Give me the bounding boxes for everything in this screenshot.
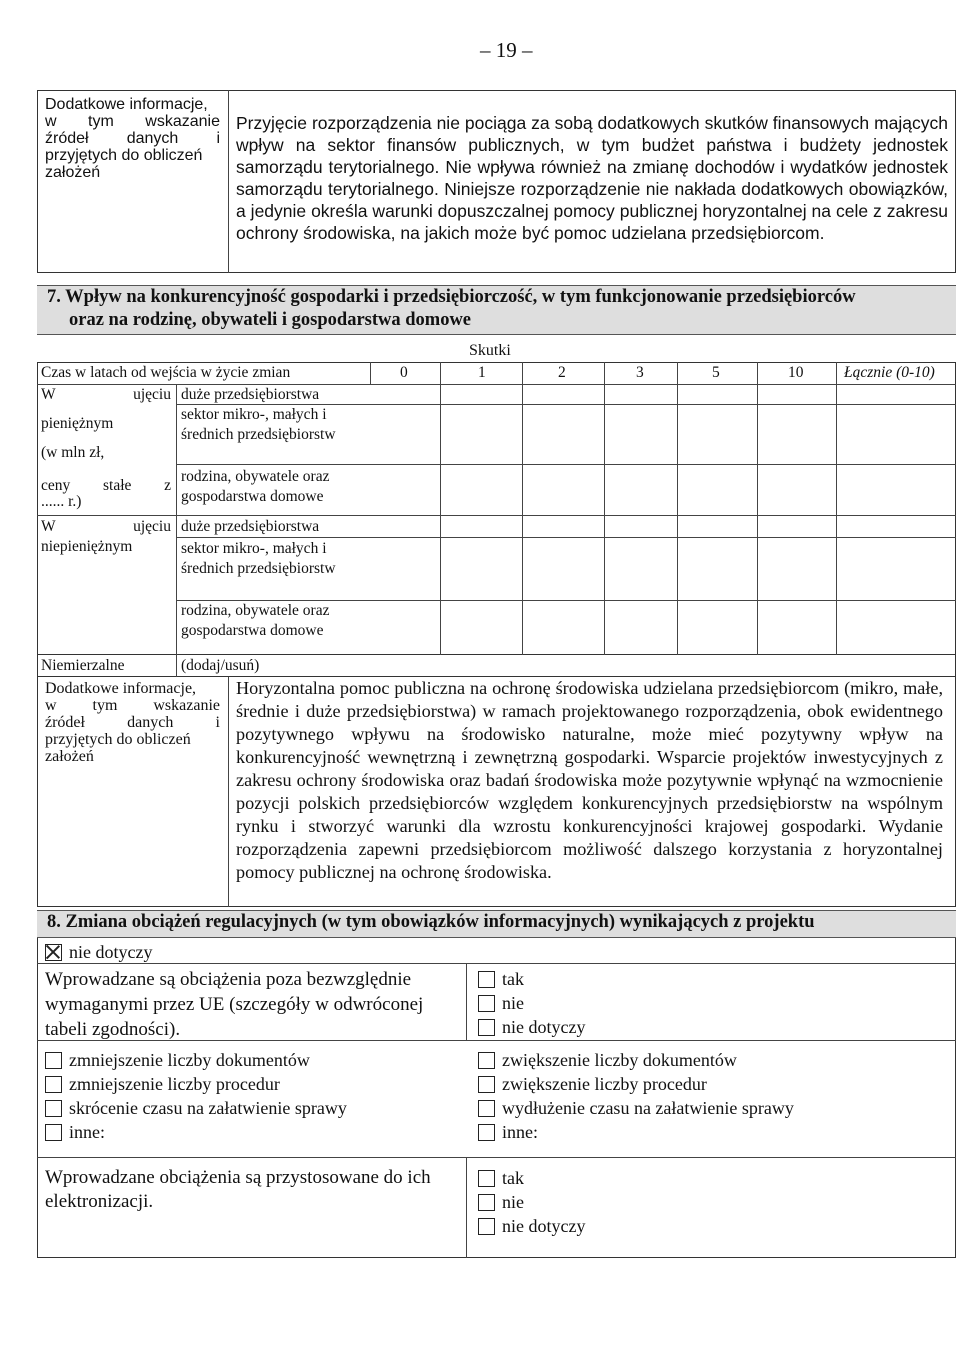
option-label: nie [502,1192,524,1212]
unmeasurable-row [37,655,956,677]
option-label: nie dotyczy [502,1216,586,1236]
checkbox-icon[interactable] [478,1076,495,1093]
divider [228,677,229,907]
impact-table [37,362,956,655]
eu-option-no[interactable] [478,991,524,1015]
checkbox-icon[interactable] [478,1170,495,1187]
divider [440,362,441,655]
divider [176,384,177,655]
nonmonetary-row-households: rodzina, obywatele oraz gospodarstwa domowe [181,602,330,639]
option-label: zmniejszenie liczby procedur [69,1074,280,1094]
divider [176,464,956,465]
label-line: ...... r.) [41,493,82,510]
monetary-row-large: duże przedsiębiorstwa [181,386,320,403]
option-label: nie [502,993,524,1013]
option-label: inne: [69,1122,105,1142]
monetary-label [41,385,171,512]
divider [176,537,956,538]
section7-heading [37,285,956,335]
option-label: nie dotyczy [502,1017,586,1037]
section7-info-text: Horyzontalna pomoc publiczna na ochronę środowiska udzielana przedsiębiorcom (mikro, małe, średnie i duże przedsiębiorstwa) w ramach projektowanego rozporządzenia, obok ewidentnego pozytywnego wpływu na środowisko naturalne, może mieć pozytywny wpływ na konkurencyjność wewnętrzną i zewnętrzną gospodarki. Wsparcie projektów inwestycyjnych z zakresu ochrony środowiska oraz badań środowiska może pozytywnie wpłynąć na wzmocnienie pozycji polskich przedsiębiorców względem konkurencyjnych przedsiębiorstw na wspólnym rynku i stworzyć warunki dla wzrostu konkurencyjności krajowej gospodarki. Wydanie rozporządzenia zapewni przedsiębiorcom możliwość dalszego korzystania z horyzontalnej pomocy publicznej na ochronę środowiska. [236,678,943,882]
checkbox-icon[interactable] [478,1194,495,1211]
year-10: 10 [788,364,804,381]
left-option-procedures[interactable] [45,1072,280,1096]
checkbox-icon[interactable] [45,1052,62,1069]
divider [522,362,523,655]
checked-checkbox-icon[interactable] [45,944,62,961]
option-label: zwiększenie liczby dokumentów [502,1050,737,1070]
year-0: 0 [400,364,408,381]
year-1: 1 [478,364,486,381]
skutki-header: Skutki [469,342,511,359]
left-option-time[interactable] [45,1096,347,1120]
label-line: W ujęciu [41,386,171,403]
label-line: pieniężnym [41,415,114,432]
checkbox-icon[interactable] [478,1218,495,1235]
option-label: tak [502,1168,524,1188]
option-label: nie dotyczy [69,942,153,962]
unmeasurable-label: Niemierzalne [41,657,125,674]
divider [370,362,371,384]
label-line: Dodatkowe informacje, [45,680,197,697]
section8-heading [37,910,956,938]
divider [176,655,177,677]
section7-heading-line: 7. Wpływ na konkurencyjność gospodarki i przedsiębiorczość, w tym funkcjonowanie przedsiębiorców [47,287,856,307]
divider [677,362,678,655]
checkbox-icon[interactable] [478,995,495,1012]
checkbox-icon[interactable] [478,971,495,988]
year-3: 3 [636,364,644,381]
right-option-documents[interactable] [478,1048,737,1072]
checkbox-icon[interactable] [45,1100,62,1117]
label-line: W ujęciu [41,518,171,535]
section7-heading-line: oraz na rodzinę, obywateli i gospodarstwa domowe [69,310,472,330]
checkbox-icon[interactable] [45,1076,62,1093]
section8-heading-text: 8. Zmiana obciążeń regulacyjnych (w tym obowiązków informacyjnych) wynikających z projektu [47,912,815,932]
option-label: inne: [502,1122,538,1142]
checkbox-icon[interactable] [478,1124,495,1141]
divider [604,362,605,655]
label-line: źródeł danych i [45,130,220,147]
digital-option-na[interactable] [478,1214,585,1238]
label-line: w tym wskazanie [45,113,220,130]
divider [37,515,956,516]
not-applicable-option[interactable] [45,940,152,964]
label-line: niepieniężnym [41,538,133,555]
section6-info-label [45,96,220,181]
divider [757,362,758,655]
checkbox-icon[interactable] [478,1100,495,1117]
year-5: 5 [712,364,720,381]
divider [37,963,956,964]
label-line: przyjętych do obliczeń [45,147,203,164]
divider [37,384,956,385]
year-2: 2 [558,364,566,381]
nonmonetary-label [41,517,171,557]
eu-question: Wprowadzane są obciążenia poza bezwzględnie wymaganymi przez UE (szczegóły w odwróconej tabeli zgodności). [45,969,424,1040]
option-label: zmniejszenie liczby dokumentów [69,1050,310,1070]
left-option-other[interactable] [45,1120,105,1144]
divider [228,90,229,273]
label-line: ceny stałe z [41,477,171,494]
time-label: Czas w latach od wejścia w życie zmian [41,364,291,381]
digital-question: Wprowadzane obciążenia są przystosowane do ich elektronizacji. [45,1167,431,1212]
label-line: Dodatkowe informacje, [45,96,208,113]
option-label: zwiększenie liczby procedur [502,1074,707,1094]
nonmonetary-row-sme: sektor mikro-, małych i średnich przedsiębiorstw [181,540,336,577]
label-line: źródeł danych i [45,714,220,731]
monetary-row-sme: sektor mikro-, małych i średnich przedsiębiorstw [181,406,336,443]
checkbox-icon[interactable] [478,1019,495,1036]
eu-option-na[interactable] [478,1015,585,1039]
section6-info-text: Przyjęcie rozporządzenia nie pociąga za sobą dodatkowych skutków finansowych mających wpływ na sektor finansów publicznych, w tym budżet państwa i budżety jednostek samorządu terytorialnego. Nie wpływa również na zmianę dochodów i wydatków jednostek samorządu terytorialnego. Niniejsze rozporządzenie nie nakłada dodatkowych obowiązków, a jedynie określa warunki dopuszczalnej pomocy publicznej horyzontalnej na cele z zakresu ochrony środowiska, na jakich może być pomoc udzielana przedsiębiorcom. [236,113,948,243]
section7-info-label [45,680,220,765]
checkbox-icon[interactable] [45,1124,62,1141]
divider [836,362,837,655]
label-line: założeń [45,164,101,181]
label-line: w tym wskazanie [45,697,220,714]
checkbox-icon[interactable] [478,1052,495,1069]
page-number: – 19 – [480,38,533,62]
label-line: (w mln zł, [41,444,105,461]
option-label: tak [502,969,524,989]
digital-option-no[interactable] [478,1190,524,1214]
right-option-procedures[interactable] [478,1072,707,1096]
option-label: skrócenie czasu na załatwienie sprawy [69,1098,347,1118]
divider [466,963,467,1040]
label-line: przyjętych do obliczeń [45,731,191,748]
divider [37,1157,956,1158]
right-option-time[interactable] [478,1096,794,1120]
left-option-documents[interactable] [45,1048,310,1072]
right-option-other[interactable] [478,1120,538,1144]
eu-option-yes[interactable] [478,967,524,991]
option-label: wydłużenie czasu na załatwienie sprawy [502,1098,794,1118]
nonmonetary-row-large: duże przedsiębiorstwa [181,518,320,535]
unmeasurable-value: (dodaj/usuń) [181,657,260,674]
digital-option-yes[interactable] [478,1166,524,1190]
monetary-row-households: rodzina, obywatele oraz gospodarstwa domowe [181,468,330,505]
label-line: założeń [45,748,94,765]
divider [466,1157,467,1258]
year-total: Łącznie (0-10) [844,364,935,381]
